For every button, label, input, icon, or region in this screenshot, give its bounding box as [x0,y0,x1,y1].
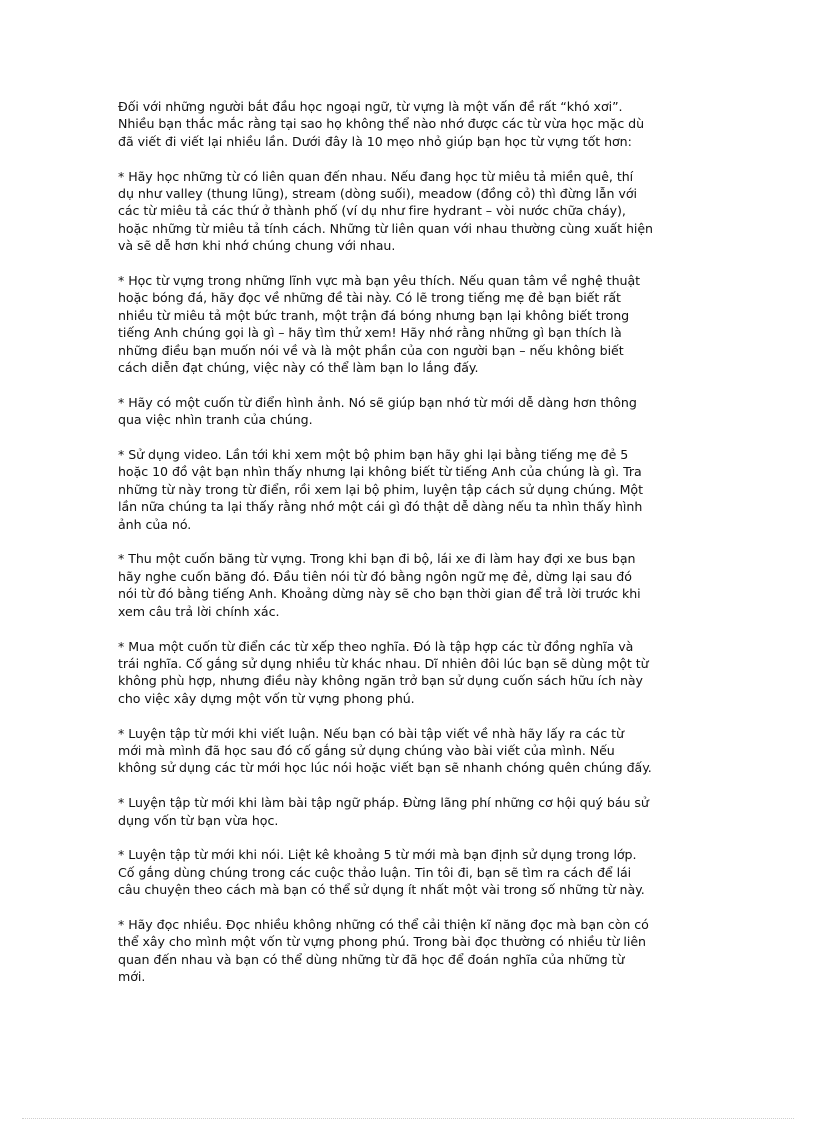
intro-paragraph: Đối với những người bắt đầu học ngoại ngữ, từ vựng là một vấn đề rất “khó xơi”. Nhiều bạn thắc mắc rằng tại sao họ không thể nào nhớ được các từ vừa học mặc dù đã viết đi viết lại nhiều lần. Dưới đây là 10 mẹo nhỏ giúp bạn học từ vựng tốt hơn: [118,99,645,149]
tip-use-video: * Sử dụng video. Lần tới khi xem một bộ phim bạn hãy ghi lại bằng tiếng mẹ đẻ 5 hoặc 10 đồ vật bạn nhìn thấy nhưng lại không biết từ tiếng Anh của chúng là gì. Tra những từ này trong từ điển, rồi xem lại bộ phim, luyện tập cách sử dụng chúng. Một lần nữa chúng ta lại thấy rằng nhớ một cái gì đó thật dễ dàng nếu ta nhìn thấy hình ảnh của nó. [118,447,643,532]
page-bottom-divider [22,1118,794,1119]
tip-vocabulary-tape: * Thu một cuốn băng từ vựng. Trong khi bạn đi bộ, lái xe đi làm hay đợi xe bus bạn hãy nghe cuốn băng đó. Đầu tiên nói từ đó bằng ngôn ngữ mẹ đẻ, dừng lại sau đó nói từ đó bằng tiếng Anh. Khoảng dừng này sẽ cho bạn thời gian để trả lời trước khi xem câu trả lời chính xác. [118,551,641,619]
tip-practice-speaking: * Luyện tập từ mới khi nói. Liệt kê khoảng 5 từ mới mà bạn định sử dụng trong lớp. Cố gắng dùng chúng trong các cuộc thảo luận. Tin tôi đi, bạn sẽ tìm ra cách để lái câu chuyện theo cách mà bạn có thể sử dụng ít nhất một vài trong số những từ này. [118,847,645,898]
tip-picture-dictionary: * Hãy có một cuốn từ điển hình ảnh. Nó sẽ giúp bạn nhớ từ mới dễ dàng hơn thông qua việc nhìn tranh của chúng. [118,394,637,428]
tip-related-words: * Hãy học những từ có liên quan đến nhau. Nếu đang học từ miêu tả miền quê, thí dụ như valley (thung lũng), stream (dòng suối), meadow (đồng cỏ) thì đừng lẫn với các từ miêu tả các thứ ở thành phố (ví dụ như fire hydrant – vòi nước chữa cháy), hoặc những từ miêu tả tính cách. Những từ liên quan với nhau thường cùng xuất hiện và sẽ dễ hơn khi nhớ chúng chung với nhau. [118,168,653,254]
tip-read-more: * Hãy đọc nhiều. Đọc nhiều không những có thể cải thiện kĩ năng đọc mà bạn còn có thể xây cho mình một vốn từ vựng phong phú. Trong bài đọc thường có nhiều từ liên quan đến nhau và bạn có thể dùng những từ đã học để đoán nghĩa của những từ mới. [118,916,649,985]
tip-thesaurus: * Mua một cuốn từ điển các từ xếp theo nghĩa. Đó là tập hợp các từ đồng nghĩa và trái nghĩa. Cố gắng sử dụng nhiều từ khác nhau. Dĩ nhiên đôi lúc bạn sẽ dùng một từ không phù hợp, nhưng điều này không ngăn trở bạn sử dụng cuốn sách hữu ích này cho việc xây dựng một vốn từ vựng phong phú. [118,638,649,706]
tip-favorite-fields: * Học từ vựng trong những lĩnh vực mà bạn yêu thích. Nếu quan tâm về nghệ thuật hoặc bóng đá, hãy đọc về những đề tài này. Có lẽ trong tiếng mẹ đẻ bạn biết rất nhiều từ miêu tả một bức tranh, một trận đá bóng nhưng bạn lại không biết trong tiếng Anh chúng gọi là gì – hãy tìm thử xem! Hãy nhớ rằng những gì bạn thích là những điều bạn muốn nói về và là một phần của con người bạn – nếu không biết cách diễn đạt chúng, việc này có thể làm bạn lo lắng đấy. [118,273,640,376]
document-body [118,98,703,1003]
tip-practice-grammar: * Luyện tập từ mới khi làm bài tập ngữ pháp. Đừng lãng phí những cơ hội quý báu sử dụng vốn từ bạn vừa học. [118,795,649,828]
tip-practice-writing: * Luyện tập từ mới khi viết luận. Nếu bạn có bài tập viết về nhà hãy lấy ra các từ mới mà mình đã học sau đó cố gắng sử dụng chúng vào bài viết của mình. Nếu không sử dụng các từ mới học lúc nói hoặc viết bạn sẽ nhanh chóng quên chúng đấy. [118,725,652,776]
